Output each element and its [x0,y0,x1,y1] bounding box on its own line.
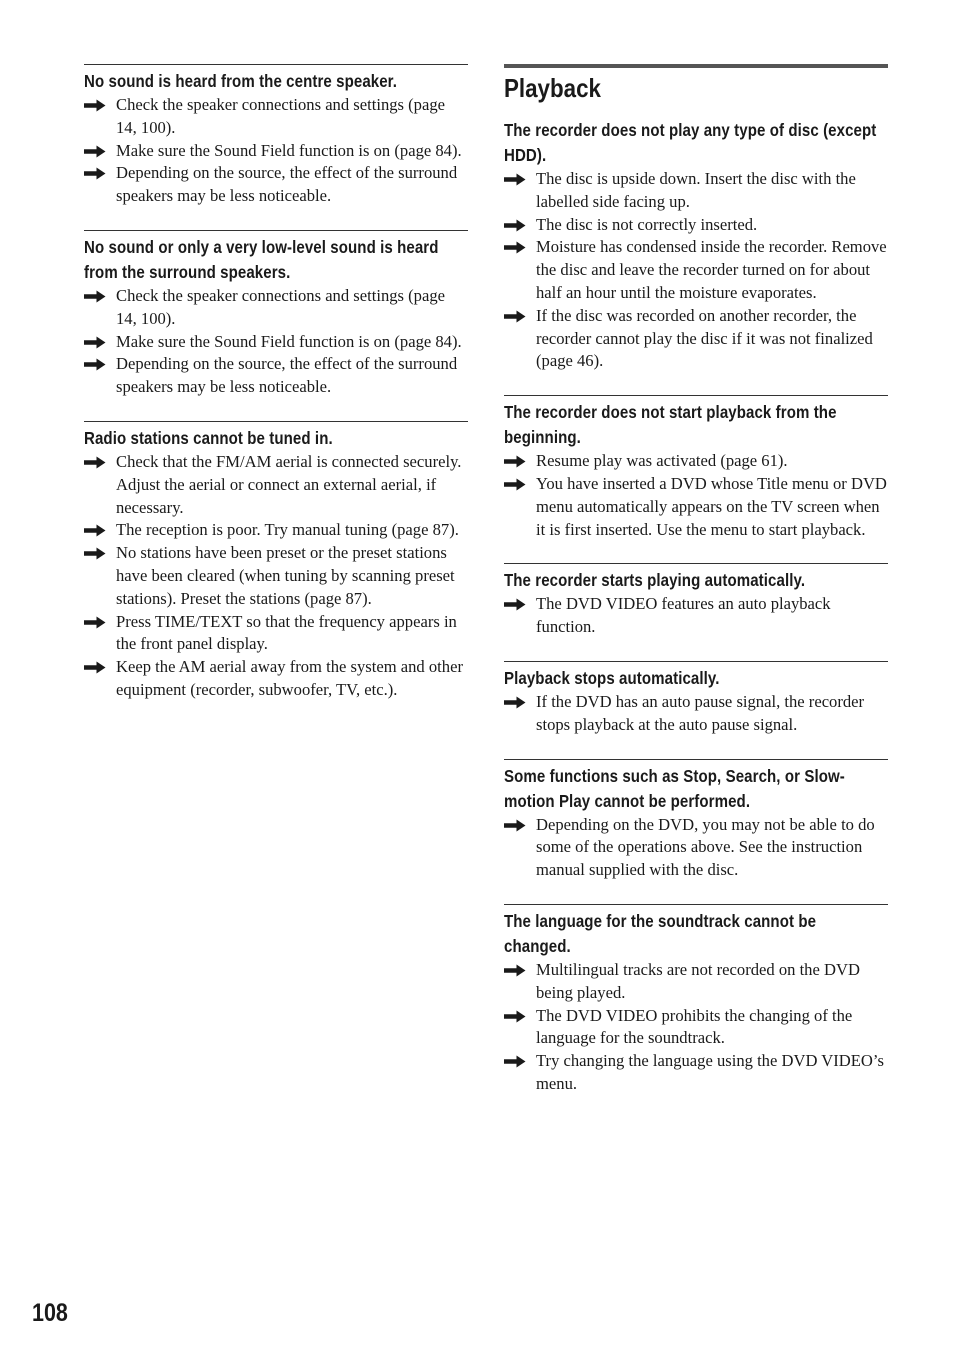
troubleshooting-section [504,904,888,1096]
arrow-icon [504,819,526,832]
solution-text: Press TIME/TEXT so that the frequency appears in the front panel display. [116,611,457,654]
solution-text: Check the speaker connections and settings (page 14, 100). [116,285,445,328]
arrow-icon [84,616,106,629]
troubleshooting-section [504,563,888,639]
arrow-icon [84,290,106,303]
solution-item [504,1005,888,1051]
title-rule [504,64,888,68]
solution-item [504,959,888,1005]
arrow-icon [84,167,106,180]
section-heading: Some functions such as Stop, Search, or Slow-motion Play cannot be performed. [504,765,845,811]
troubleshooting-section [504,114,888,373]
solution-text: Keep the AM aerial away from the system and other equipment (recorder, subwoofer, TV, etc.). [116,657,463,699]
solution-list [504,450,888,541]
section-heading: The recorder does not start playback from the beginning. [504,402,837,448]
solution-text: The disc is not correctly inserted. [536,214,758,234]
solution-text: Multilingual tracks are not recorded on the DVD being played. [536,959,860,1002]
solution-text: The disc is upside down. Insert the disc with the labelled side facing up. [536,169,856,211]
solution-item [84,140,468,163]
solution-text: Try changing the language using the DVD VIDEO’s menu. [536,1051,884,1093]
solution-text: Resume play was activated (page 61). [536,451,788,471]
solution-item [84,353,468,399]
solution-item [84,285,468,331]
right-sections [504,114,888,1096]
arrow-icon [84,145,106,158]
solution-item [84,331,468,354]
solution-text: The DVD VIDEO features an auto playback function. [536,594,831,637]
arrow-icon [504,964,526,977]
solution-item [84,519,468,542]
arrow-icon [504,219,526,232]
arrow-icon [84,456,106,469]
solution-list [504,168,888,373]
solution-list [504,959,888,1096]
section-heading: The recorder does not play any type of disc (except HDD). [504,120,877,165]
solution-text: Make sure the Sound Field function is on (page 84). [116,140,462,160]
solution-text: Depending on the source, the effect of the surround speakers may be less noticeable. [116,163,458,206]
troubleshooting-section [84,64,468,208]
solution-text: Depending on the DVD, you may not be able to do some of the operations above. See the instruction manual supplied with the disc. [536,814,875,880]
solution-text: Check that the FM/AM aerial is connected securely. Adjust the aerial or connect an external aerial, if necessary. [116,451,462,517]
arrow-icon [504,696,526,709]
troubleshooting-section [504,395,888,541]
solution-item [504,814,888,882]
solution-list [84,451,468,702]
solution-item [504,305,888,373]
arrow-icon [504,241,526,254]
solution-item [504,593,888,639]
arrow-icon [84,99,106,112]
solution-text: If the DVD has an auto pause signal, the recorder stops playback at the auto pause signal. [536,691,865,734]
solution-item [504,168,888,214]
section-heading: No sound is heard from the centre speaker. [84,71,398,91]
arrow-icon [84,336,106,349]
solution-text: If the disc was recorded on another recorder, the recorder cannot play the disc if it was not finalized (page 46). [536,305,873,371]
page-number: 108 [32,1299,68,1327]
solution-list [504,814,888,882]
troubleshooting-section [84,230,468,399]
solution-item [84,542,468,610]
solution-text: Make sure the Sound Field function is on (page 84). [116,331,462,351]
arrow-icon [504,1055,526,1068]
arrow-icon [504,173,526,186]
arrow-icon [504,478,526,491]
troubleshooting-section [84,421,468,702]
solution-item [504,473,888,541]
solution-item [84,162,468,208]
troubleshooting-section [504,759,888,882]
playback-title: Playback [504,73,601,103]
solution-list [84,94,468,208]
arrow-icon [84,661,106,674]
arrow-icon [504,455,526,468]
solution-item [504,236,888,304]
solution-text: The DVD VIDEO prohibits the changing of the language for the soundtrack. [536,1005,853,1048]
right-column [504,64,888,1118]
solution-item [504,214,888,237]
solution-item [504,1050,888,1096]
arrow-icon [84,524,106,537]
solution-text: The reception is poor. Try manual tuning (page 87). [116,520,459,540]
section-heading: The language for the soundtrack cannot be changed. [504,910,817,956]
arrow-icon [84,358,106,371]
solution-text: Depending on the source, the effect of the surround speakers may be less noticeable. [116,354,458,397]
solution-text: Moisture has condensed inside the recorder. Remove the disc and leave the recorder turned on for about half an hour until the moisture evaporates. [536,237,887,302]
solution-item [84,656,468,702]
solution-list [504,691,888,737]
section-heading: The recorder starts playing automatically. [504,570,806,591]
solution-text: Check the speaker connections and settings (page 14, 100). [116,95,445,137]
solution-list [504,593,888,639]
troubleshooting-section [504,661,888,737]
solution-text: No stations have been preset or the preset stations have been cleared (when tuning by scanning preset stations). Preset the stations (page 87). [116,543,455,608]
section-heading: Radio stations cannot be tuned in. [84,427,333,448]
arrow-icon [504,598,526,611]
left-column [84,64,468,724]
arrow-icon [504,1010,526,1023]
solution-item [84,611,468,657]
solution-item [504,450,888,473]
solution-text: You have inserted a DVD whose Title menu or DVD menu automatically appears on the TV screen when it is first inserted. Use the menu to start playback. [536,473,887,539]
solution-item [504,691,888,737]
section-heading: No sound or only a very low-level sound is heard from the surround speakers. [84,236,439,282]
arrow-icon [504,310,526,323]
arrow-icon [84,547,106,560]
solution-list [84,285,468,399]
section-heading: Playback stops automatically. [504,667,720,688]
solution-item [84,94,468,140]
solution-item [84,451,468,519]
